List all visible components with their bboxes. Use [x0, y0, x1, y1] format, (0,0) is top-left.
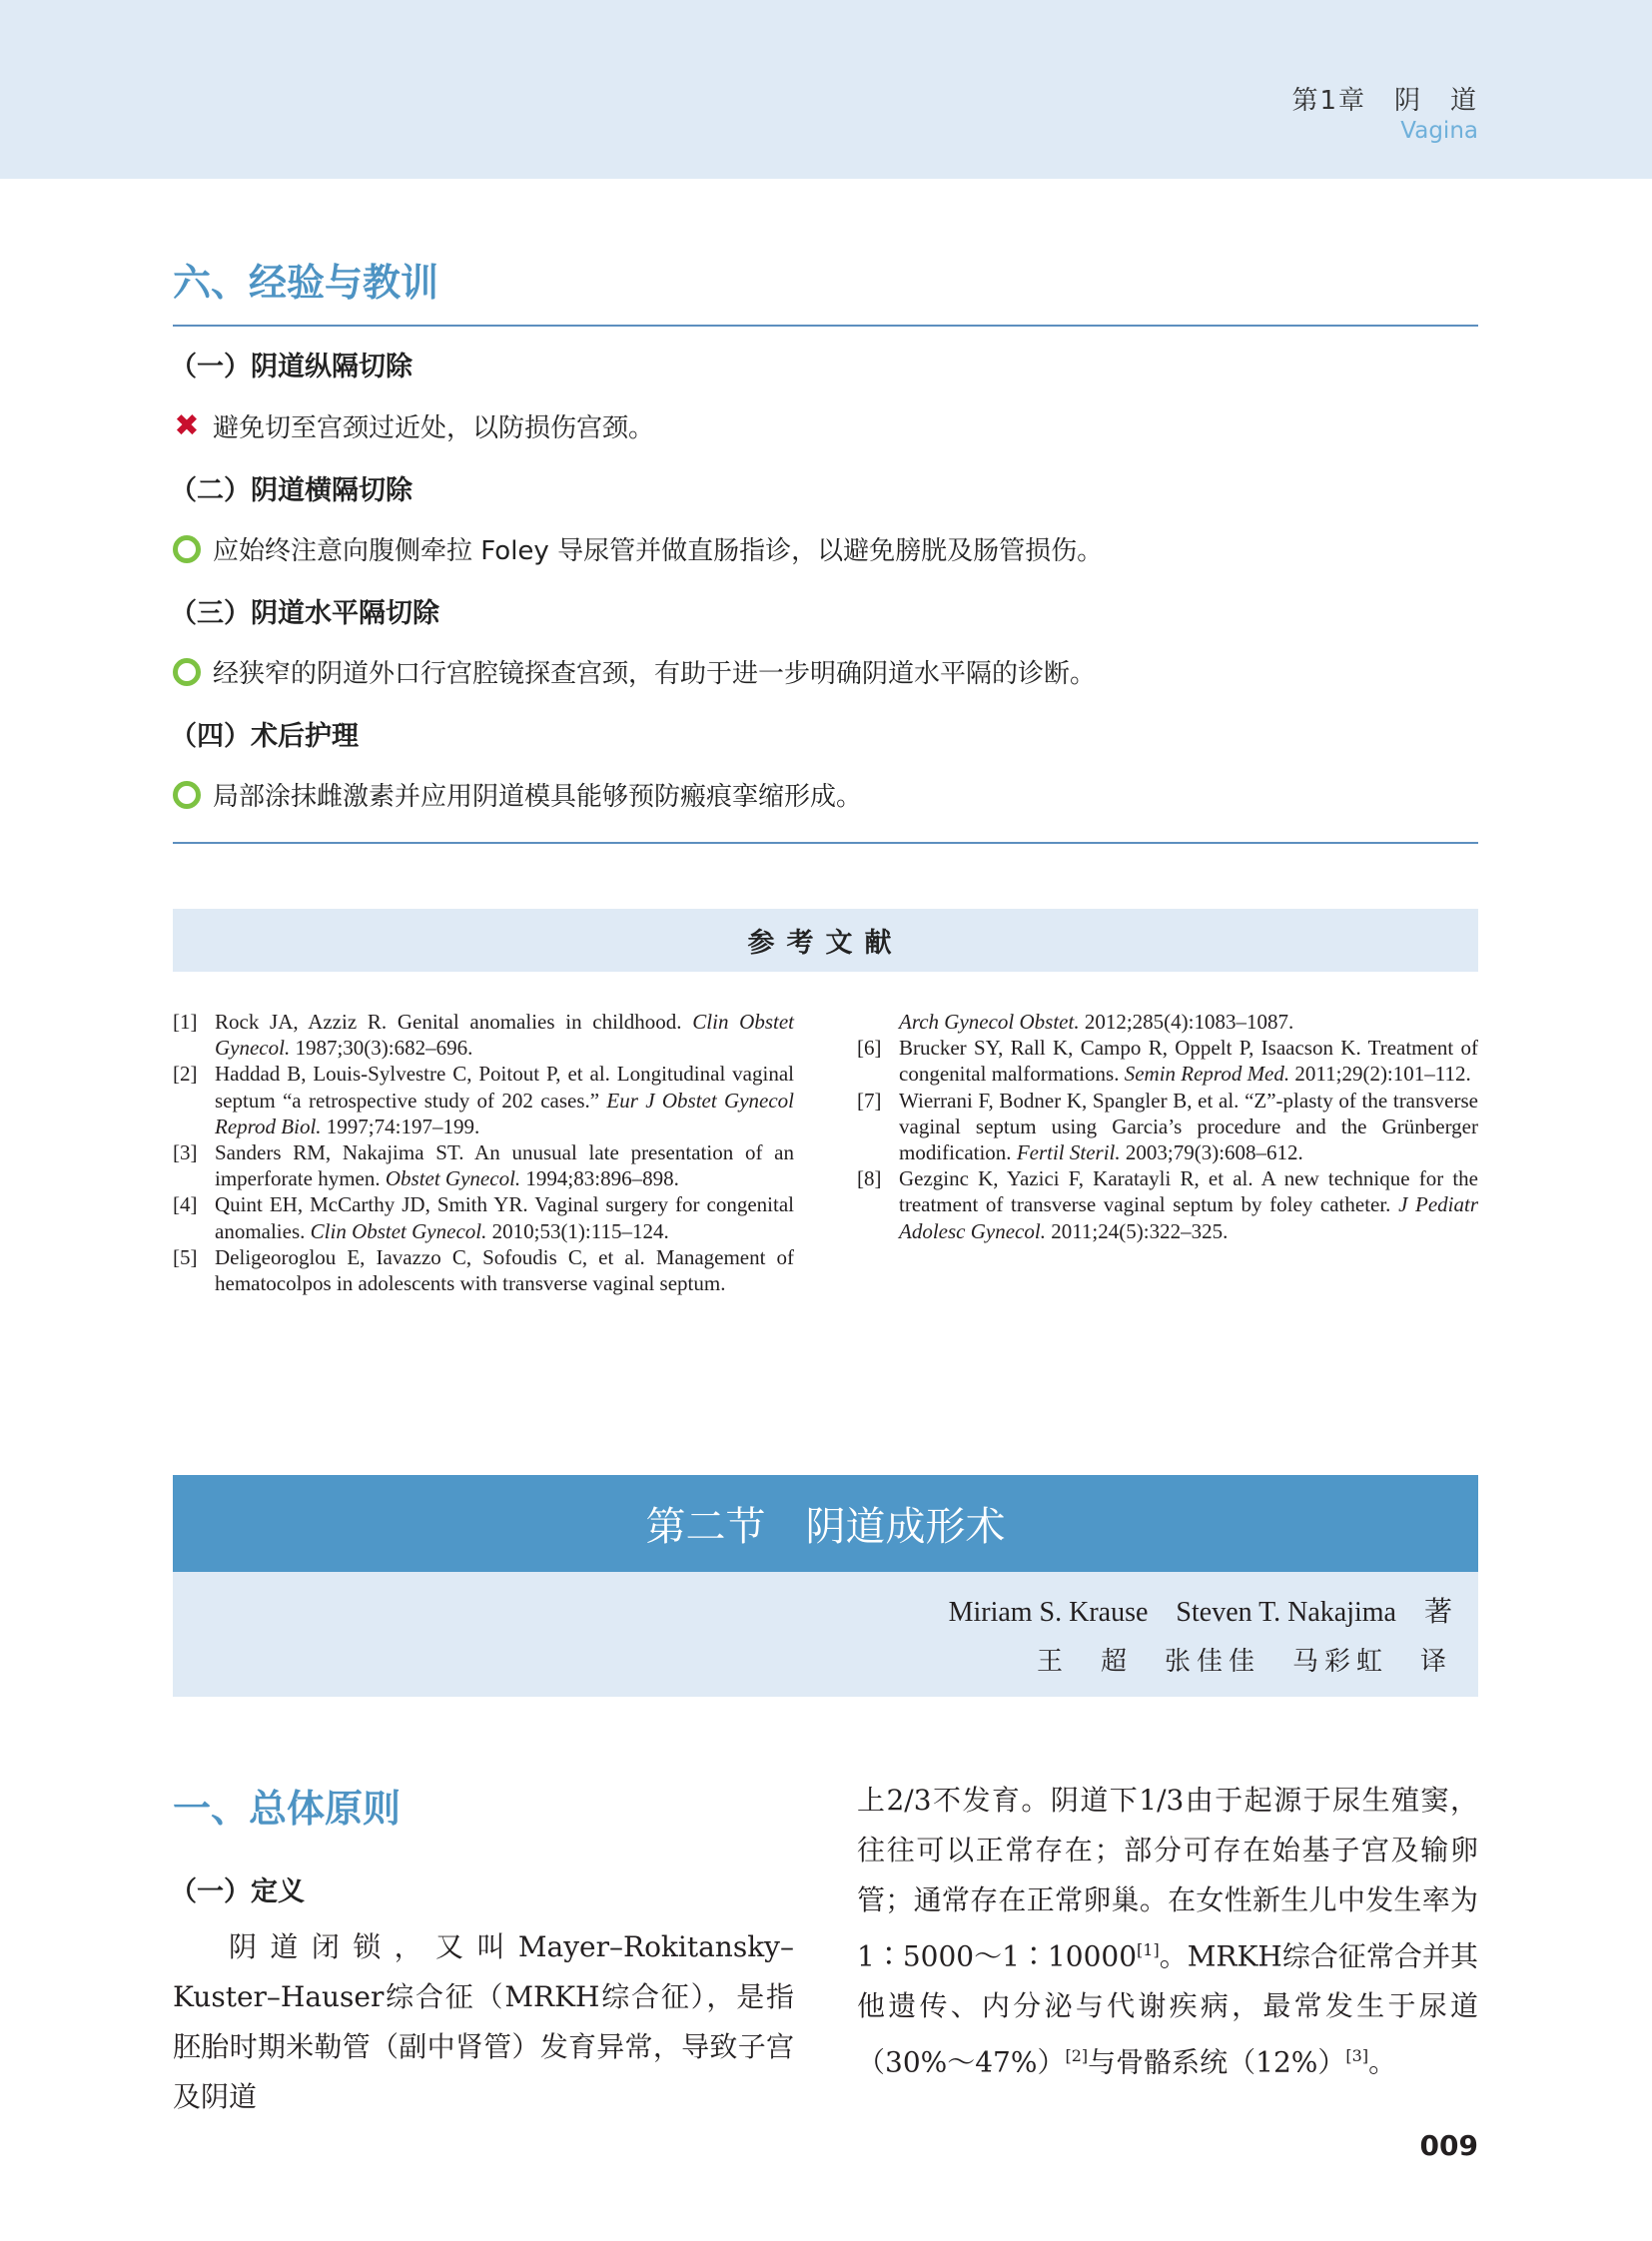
- definition-subheading: （一）定义: [170, 1876, 305, 1907]
- reference-item: [2] Haddad B, Louis-Sylvestre C, Poitout P, et al. Longitudinal vaginal septum “a retrospective study of 202 cases.” Eur J Obstet Gynecol Reprod Biol. 1997;74:197–199.: [173, 1062, 794, 1138]
- tip-item: [173, 653, 1096, 690]
- chapter-title: 第1章 阴 道: [1291, 86, 1478, 116]
- principles-heading: 一、总体原则: [173, 1786, 402, 1831]
- citation: [2]: [1065, 2046, 1089, 2066]
- subsection-heading: （四）术后护理: [170, 721, 359, 752]
- tip-item: [173, 776, 862, 813]
- tip-text: 经狭窄的阴道外口行宫腔镜探查宫颈，有助于进一步明确阴道水平隔的诊断。: [213, 659, 1097, 689]
- reference-item: [5] Deligeoroglou E, Iavazzo C, Sofoudis C, et al. Management of hematocolpos in adolescents with transverse vaginal septum.: [173, 1244, 794, 1296]
- tip-text: 应始终注意向腹侧牵拉 Foley 导尿管并做直肠指诊，以避免膀胱及肠管损伤。: [213, 536, 1104, 566]
- divider: [173, 842, 1478, 844]
- references-title: 参考文献: [747, 928, 904, 959]
- subsection-heading: （三）阴道水平隔切除: [170, 598, 439, 629]
- divider: [173, 325, 1478, 327]
- reference-item: [6] Brucker SY, Rall K, Campo R, Oppelt P, Isaacson K. Treatment of congenital malformations. Semin Reprod Med. 2011;29(2):101–112.: [857, 1036, 1478, 1087]
- subsection-heading: （一）阴道纵隔切除: [170, 352, 413, 382]
- section-banner-title: 第二节 阴道成形术: [645, 1504, 1006, 1550]
- section-banner: [173, 1475, 1478, 1572]
- references-header: [173, 909, 1478, 972]
- reference-item: [8] Gezginc K, Yazici F, Karatayli R, et al. A new technique for the treatment of transverse vaginal septum by foley catheter. J Pediatr Adolesc Gynecol. 2011;24(5):322–325.: [857, 1166, 1478, 1243]
- body-paragraph-left: 阴道闭锁，又叫Mayer–Rokitansky–Kuster–Hauser综合征（MRKH综合征），是指胚胎时期米勒管（副中肾管）发育异常，导致子宫及阴道: [173, 1930, 794, 2113]
- subsection-heading: （二）阴道横隔切除: [170, 475, 413, 506]
- reference-item: [1] Rock JA, Azziz R. Genital anomalies in childhood. Clin Obstet Gynecol. 1987;30(3):682–696.: [173, 1010, 794, 1061]
- citation: [1]: [1137, 1940, 1160, 1959]
- tip-item: [173, 530, 1103, 567]
- citation: [3]: [1345, 2046, 1369, 2066]
- reference-item: [3] Sanders RM, Nakajima ST. An unusual late presentation of an imperforate hymen. Obstet Gynecol. 1994;83:896–898.: [173, 1140, 794, 1191]
- reference-item: [4] Quint EH, McCarthy JD, Smith YR. Vaginal surgery for congenital anomalies. Clin Obstet Gynecol. 2010;53(1):115–124.: [173, 1192, 794, 1243]
- references-left-column: [173, 1009, 794, 1296]
- page-number: 009: [1419, 2129, 1478, 2162]
- references-right-column: [857, 1009, 1478, 1244]
- circle-icon: [173, 535, 201, 563]
- translators: 王 超 张佳佳 马彩虹 译: [1036, 1647, 1452, 1677]
- tip-item: [173, 407, 654, 444]
- body-paragraph-right: 上2/3不发育。阴道下1/3由于起源于尿生殖窦，往往可以正常存在；部分可存在始基子宫及输卵管；通常存在正常卵巢。在女性新生儿中发生率为1∶5000～1∶10000[1]。MRKH综合征常合并其他遗传、内分泌与代谢疾病，最常发生于尿道（30%～47%）[2]与骨骼系统（12%）[3]。: [857, 1784, 1478, 2079]
- tip-text: 避免切至宫颈过近处，以防损伤宫颈。: [213, 413, 655, 443]
- section-heading: 六、经验与教训: [173, 260, 439, 305]
- tip-text: 局部涂抹雌激素并应用阴道模具能够预防瘢痕挛缩形成。: [213, 782, 863, 812]
- cross-icon: ✖: [174, 407, 200, 443]
- reference-item: Arch Gynecol Obstet. 2012;285(4):1083–1087.: [899, 1010, 1294, 1034]
- chapter-title-en: Vagina: [1400, 118, 1478, 144]
- reference-item: [7] Wierrani F, Bodner K, Spangler B, et al. “Z”-plasty of the transverse vaginal septum using Garcia’s procedure and the Grünberger modification. Fertil Steril. 2003;79(3):608–612.: [857, 1088, 1478, 1165]
- circle-icon: [173, 781, 201, 809]
- circle-icon: [173, 658, 201, 686]
- authors: Miriam S. Krause Steven T. Nakajima 著: [948, 1597, 1452, 1628]
